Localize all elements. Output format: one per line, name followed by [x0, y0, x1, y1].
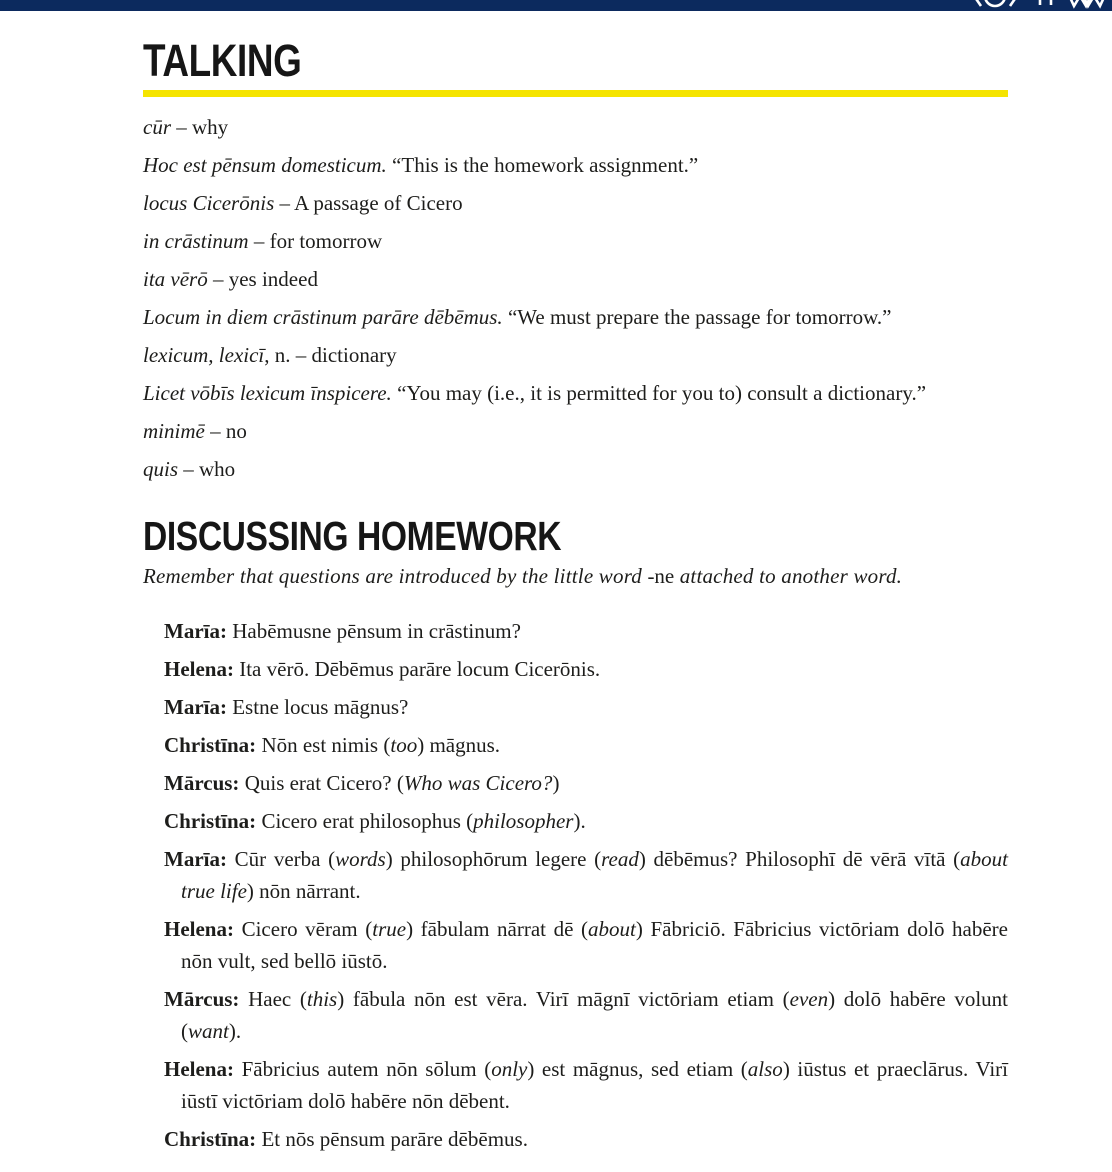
italic-text: read	[601, 847, 639, 871]
italic-text: quis	[143, 457, 179, 481]
vocab-entry	[143, 336, 1008, 374]
vocab-list	[143, 108, 1008, 488]
roman-text: Haec (	[248, 987, 307, 1011]
speaker-name: Marīa:	[164, 695, 227, 719]
roman-text: Quis erat Cicero? (	[244, 771, 404, 795]
speaker-name: Marīa:	[164, 847, 227, 871]
speaker-name: Mārcus:	[164, 987, 240, 1011]
italic-text: Hoc est pēnsum domesticum.	[143, 153, 387, 177]
italic-text: cūr	[143, 115, 171, 139]
dialogue-line	[164, 691, 1008, 723]
dialogue-line	[164, 805, 1008, 837]
speaker-name: Helena:	[164, 657, 234, 681]
vocab-entry	[143, 146, 1008, 184]
roman-text: ) nōn nārrant.	[246, 879, 361, 903]
speaker-name: Helena:	[164, 917, 234, 941]
roman-text: ).	[228, 1019, 242, 1043]
roman-text: Cicero erat philosophus (	[261, 809, 474, 833]
discussing-heading: DISCUSSING HOMEWORK	[143, 513, 562, 559]
roman-text: , n. – dictionary	[264, 343, 397, 367]
top-bar	[0, 0, 1112, 11]
vocab-entry	[143, 222, 1008, 260]
roman-text: ) fābula nōn est vēra. Virī māgnī victōriam etiam (	[337, 987, 790, 1011]
roman-text: ) Fābriciō. Fābricius victōriam dolō habēre nōn vult, sed bellō iūstō.	[181, 917, 1009, 973]
vocab-entry	[143, 450, 1008, 488]
talking-heading: TALKING	[143, 35, 302, 86]
roman-text: ) fābulam nārrat dē (	[406, 917, 589, 941]
dialogue-line	[164, 913, 1008, 977]
italic-text: only	[491, 1057, 528, 1081]
roman-text: ) dolō habēre volunt (	[181, 987, 1009, 1043]
dialogue-line	[164, 843, 1008, 907]
talking-section	[143, 35, 1008, 488]
roman-text: “We must prepare the passage for tomorrow.”	[502, 305, 892, 329]
roman-text: ) māgnus.	[417, 733, 501, 757]
logo-fragment	[970, 0, 1108, 11]
vocab-entry	[143, 374, 1008, 412]
dialogue	[164, 615, 1008, 1155]
page-content	[143, 11, 1008, 1161]
italic-text: Locum in diem crāstinum parāre dēbēmus.	[143, 305, 503, 329]
italic-text: Licet vōbīs lexicum īnspicere.	[143, 381, 392, 405]
dialogue-line	[164, 1053, 1008, 1117]
dialogue-line	[164, 653, 1008, 685]
roman-text: “This is the homework assignment.”	[386, 153, 699, 177]
roman-text: Nōn est nimis (	[261, 733, 391, 757]
roman-text: – who	[178, 457, 236, 481]
dialogue-line	[164, 615, 1008, 647]
yellow-rule	[143, 90, 1008, 97]
roman-text: -ne	[647, 564, 675, 588]
vocab-entry	[143, 412, 1008, 450]
roman-text: Fābricius autem nōn sōlum (	[241, 1057, 492, 1081]
speaker-name: Marīa:	[164, 619, 227, 643]
dialogue-line	[164, 767, 1008, 799]
italic-text: minimē	[143, 419, 205, 443]
roman-text: ) philosophōrum legere (	[385, 847, 602, 871]
speaker-name: Helena:	[164, 1057, 234, 1081]
italic-text: lexicum, lexicī	[143, 343, 265, 367]
roman-text: – for tomorrow	[248, 229, 383, 253]
roman-text: ) dēbēmus? Philosophī dē vērā vītā (	[638, 847, 961, 871]
roman-text: – why	[171, 115, 229, 139]
section-note	[143, 561, 1008, 591]
roman-text: Estne locus māgnus?	[232, 695, 409, 719]
dialogue-line	[164, 983, 1008, 1047]
italic-text: about true life	[181, 847, 1008, 903]
roman-text: ).	[573, 809, 586, 833]
italic-text: ita vērō	[143, 267, 208, 291]
dialogue-line	[164, 729, 1008, 761]
italic-text: words	[335, 847, 386, 871]
roman-text: ) est māgnus, sed etiam (	[527, 1057, 748, 1081]
italic-text: locus Cicerōnis	[143, 191, 275, 215]
speaker-name: Christīna:	[164, 1127, 257, 1151]
italic-text: even	[789, 987, 829, 1011]
discussing-section	[143, 514, 1008, 1155]
speaker-name: Christīna:	[164, 809, 257, 833]
italic-text: Who was Cicero?	[403, 771, 553, 795]
italic-text: about	[588, 917, 636, 941]
italic-text: attached to another word.	[674, 564, 903, 588]
vocab-entry	[143, 260, 1008, 298]
roman-text: ) iūstus et praeclārus. Virī iūstī victōriam dolō habēre nōn dēbent.	[181, 1057, 1009, 1113]
roman-text: “You may (i.e., it is permitted for you to) consult a dictionary.”	[391, 381, 927, 405]
italic-text: in crāstinum	[143, 229, 249, 253]
roman-text: )	[552, 771, 560, 795]
italic-text: philosopher	[473, 809, 574, 833]
italic-text: this	[306, 987, 338, 1011]
italic-text: Remember that questions are introduced by the little word	[143, 564, 648, 588]
roman-text: – A passage of Cicero	[274, 191, 463, 215]
roman-text: Habēmusne pēnsum in crāstinum?	[232, 619, 521, 643]
italic-text: too	[390, 733, 418, 757]
roman-text: – no	[204, 419, 247, 443]
roman-text: – yes indeed	[207, 267, 318, 291]
speaker-name: Mārcus:	[164, 771, 240, 795]
speaker-name: Christīna:	[164, 733, 257, 757]
roman-text: Ita vērō. Dēbēmus parāre locum Cicerōnis.	[239, 657, 601, 681]
vocab-entry	[143, 108, 1008, 146]
roman-text: Cicero vēram (	[241, 917, 373, 941]
italic-text: true	[372, 917, 407, 941]
roman-text: Et nōs pēnsum parāre dēbēmus.	[261, 1127, 528, 1151]
vocab-entry	[143, 298, 1008, 336]
italic-text: want	[188, 1019, 229, 1043]
italic-text: also	[747, 1057, 783, 1081]
vocab-entry	[143, 184, 1008, 222]
dialogue-line	[164, 1123, 1008, 1155]
roman-text: Cūr verba (	[234, 847, 336, 871]
